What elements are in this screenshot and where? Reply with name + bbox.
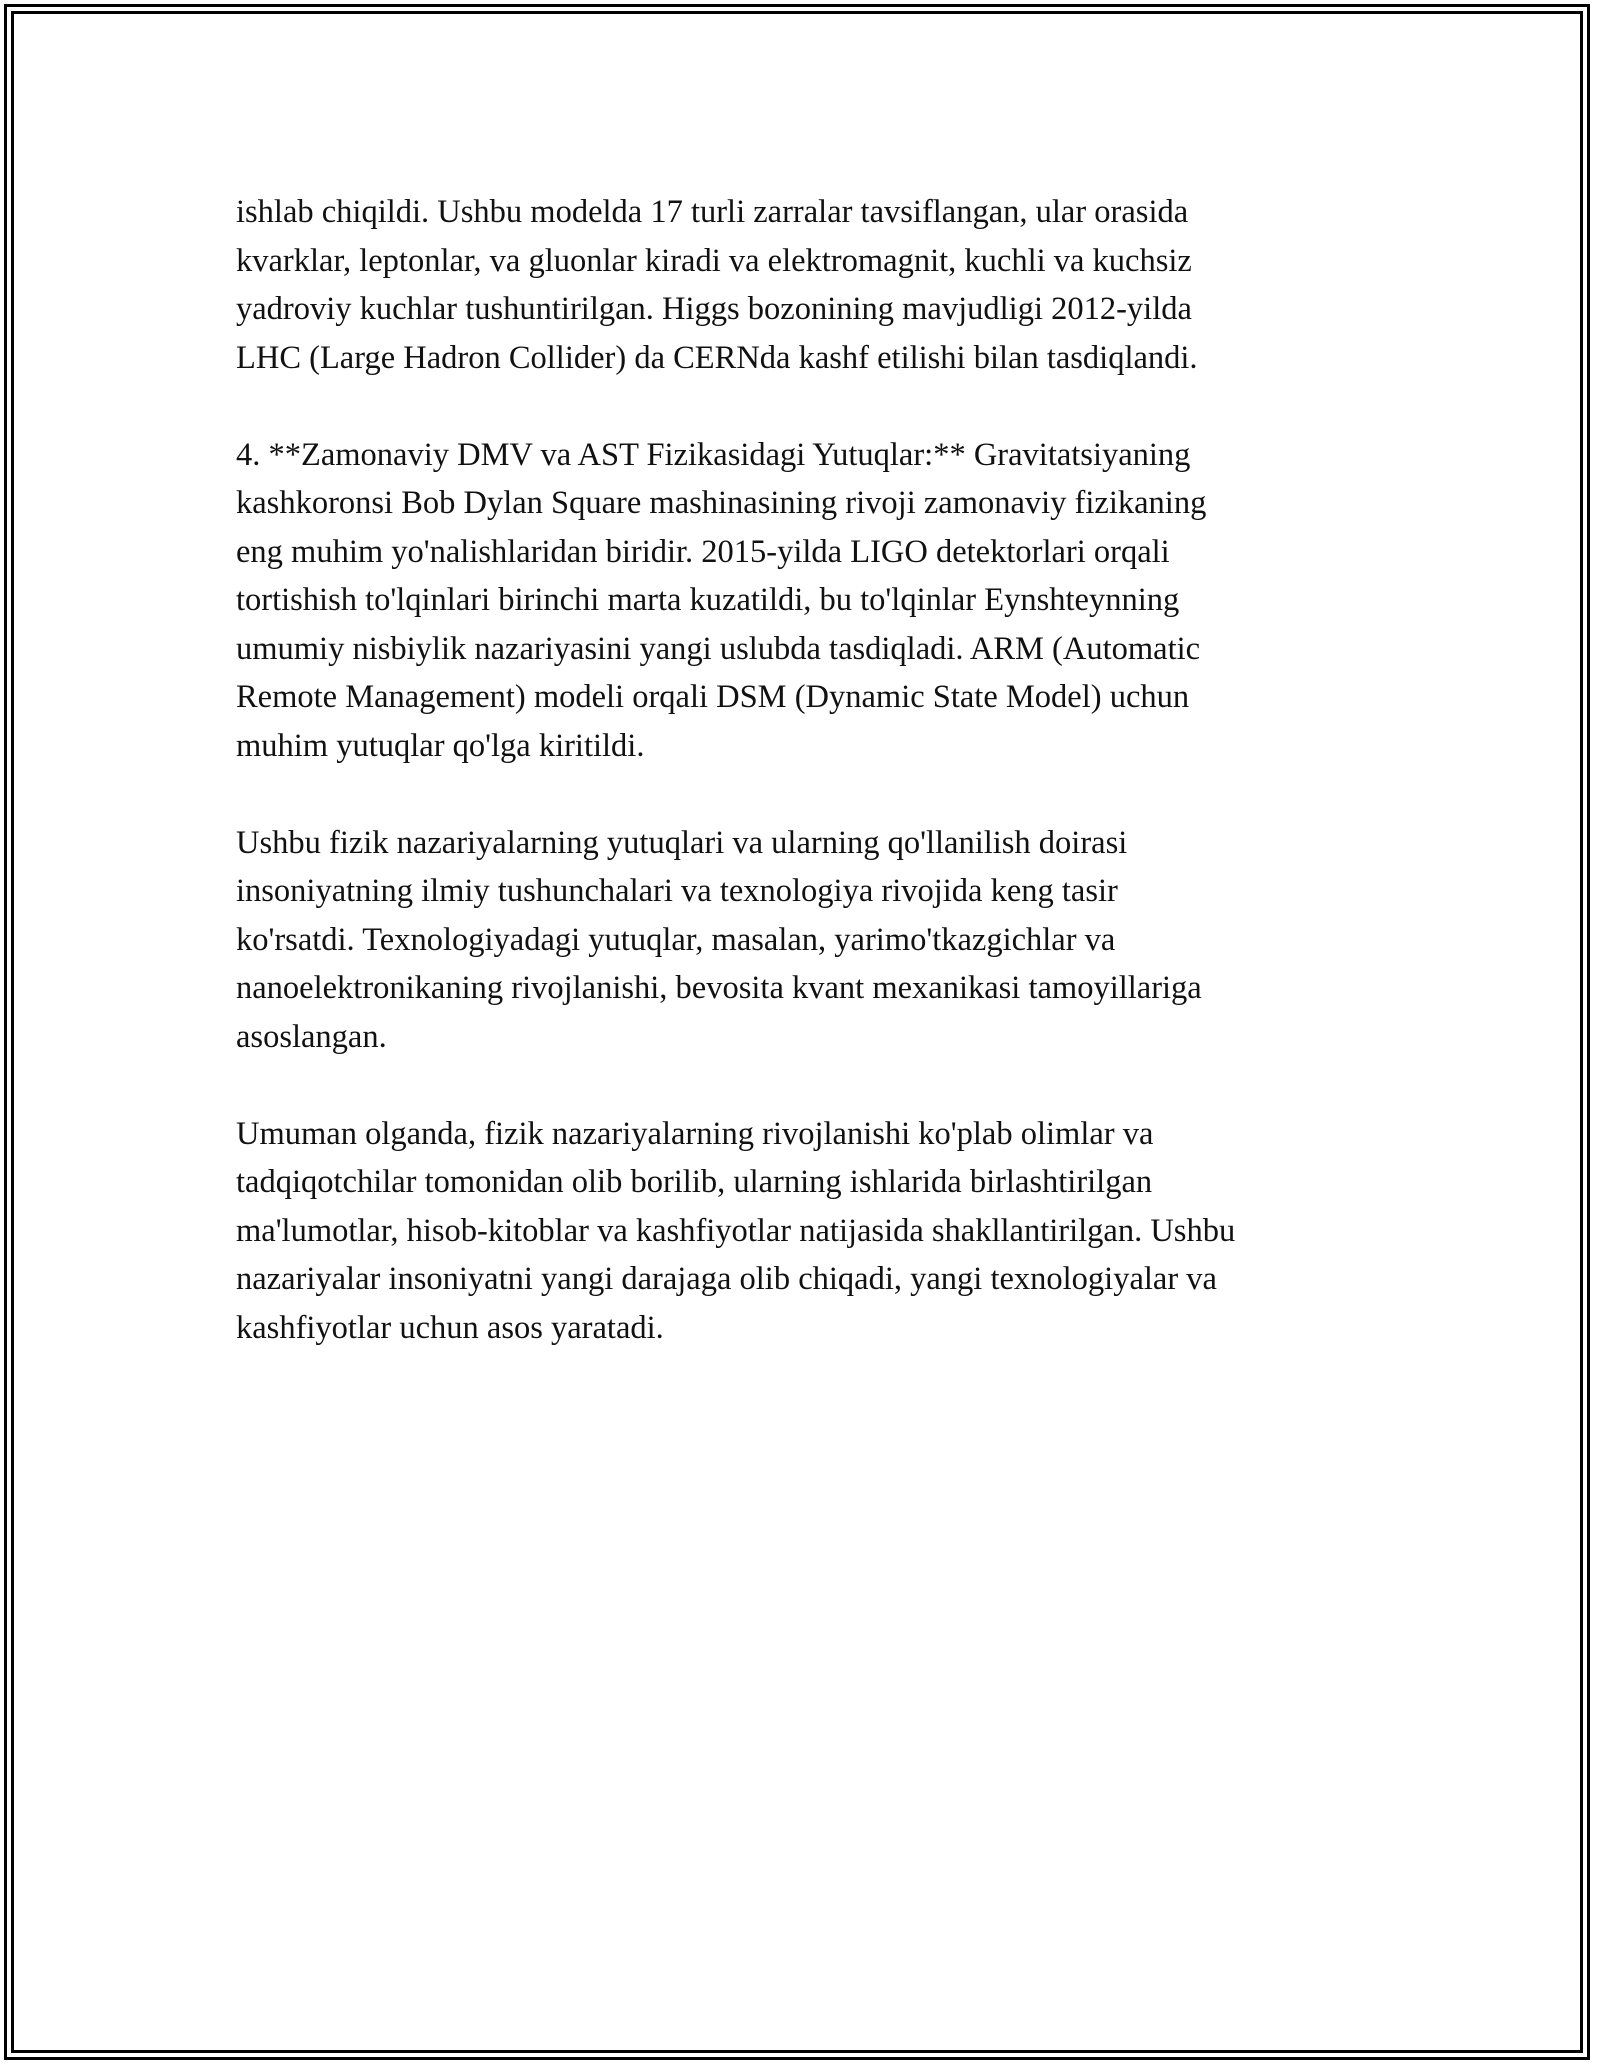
document-body bbox=[236, 188, 1396, 1401]
paragraph-applications: Ushbu fizik nazariyalarning yutuqlari va ularning qo'llanilish doirasi insoniyatning ilmiy tushunchalari va texnologiya rivojida keng tasir ko'rsatdi. Texnologiyadagi yutuqlar, masalan, yarimo'tkazgichlar va nanoelektronikaning rivojlanishi, bevosita kvant mexanikasi tamoyillariga asoslangan. bbox=[236, 824, 1202, 1055]
paragraph-standard-model: ishlab chiqildi. Ushbu modelda 17 turli zarralar tavsiflangan, ular orasida kvarklar, leptonlar, va gluonlar kiradi va elektromagnit, kuchli va kuchsiz yadroviy kuchlar tushuntirilgan. Higgs bozonining mavjudligi 2012-yilda LHC (Large Hadron Collider) da CERNda kashf etilishi bilan tasdiqlandi. bbox=[236, 194, 1198, 376]
paragraph-modern-achievements: 4. **Zamonaviy DMV va AST Fizikasidagi Yutuqlar:** Gravitatsiyaning kashkoronsi Bob Dylan Square mashinasining rivoji zamonaviy fizikaning eng muhim yo'nalishlaridan biridir. 2015-yilda LIGO detektorlari orqali tortishish to'lqinlari birinchi marta kuzatildi, bu to'lqinlar Eynshteynning umumiy nisbiylik nazariyasini yangi uslubda tasdiqladi. ARM (Automatic Remote Management) modeli orqali DSM (Dynamic State Model) uchun muhim yutuqlar qo'lga kiritildi. bbox=[236, 436, 1207, 764]
paragraph-conclusion: Umuman olganda, fizik nazariyalarning rivojlanishi ko'plab olimlar va tadqiqotchilar tomonidan olib borilib, ularning ishlarida birlashtirilgan ma'lumotlar, hisob-kitoblar va kashfiyotlar natijasida shakllantirilgan. Ushbu nazariyalar insoniyatni yangi darajaga olib chiqadi, yangi texnologiyalar va kashfiyotlar uchun asos yaratadi. bbox=[236, 1115, 1236, 1346]
